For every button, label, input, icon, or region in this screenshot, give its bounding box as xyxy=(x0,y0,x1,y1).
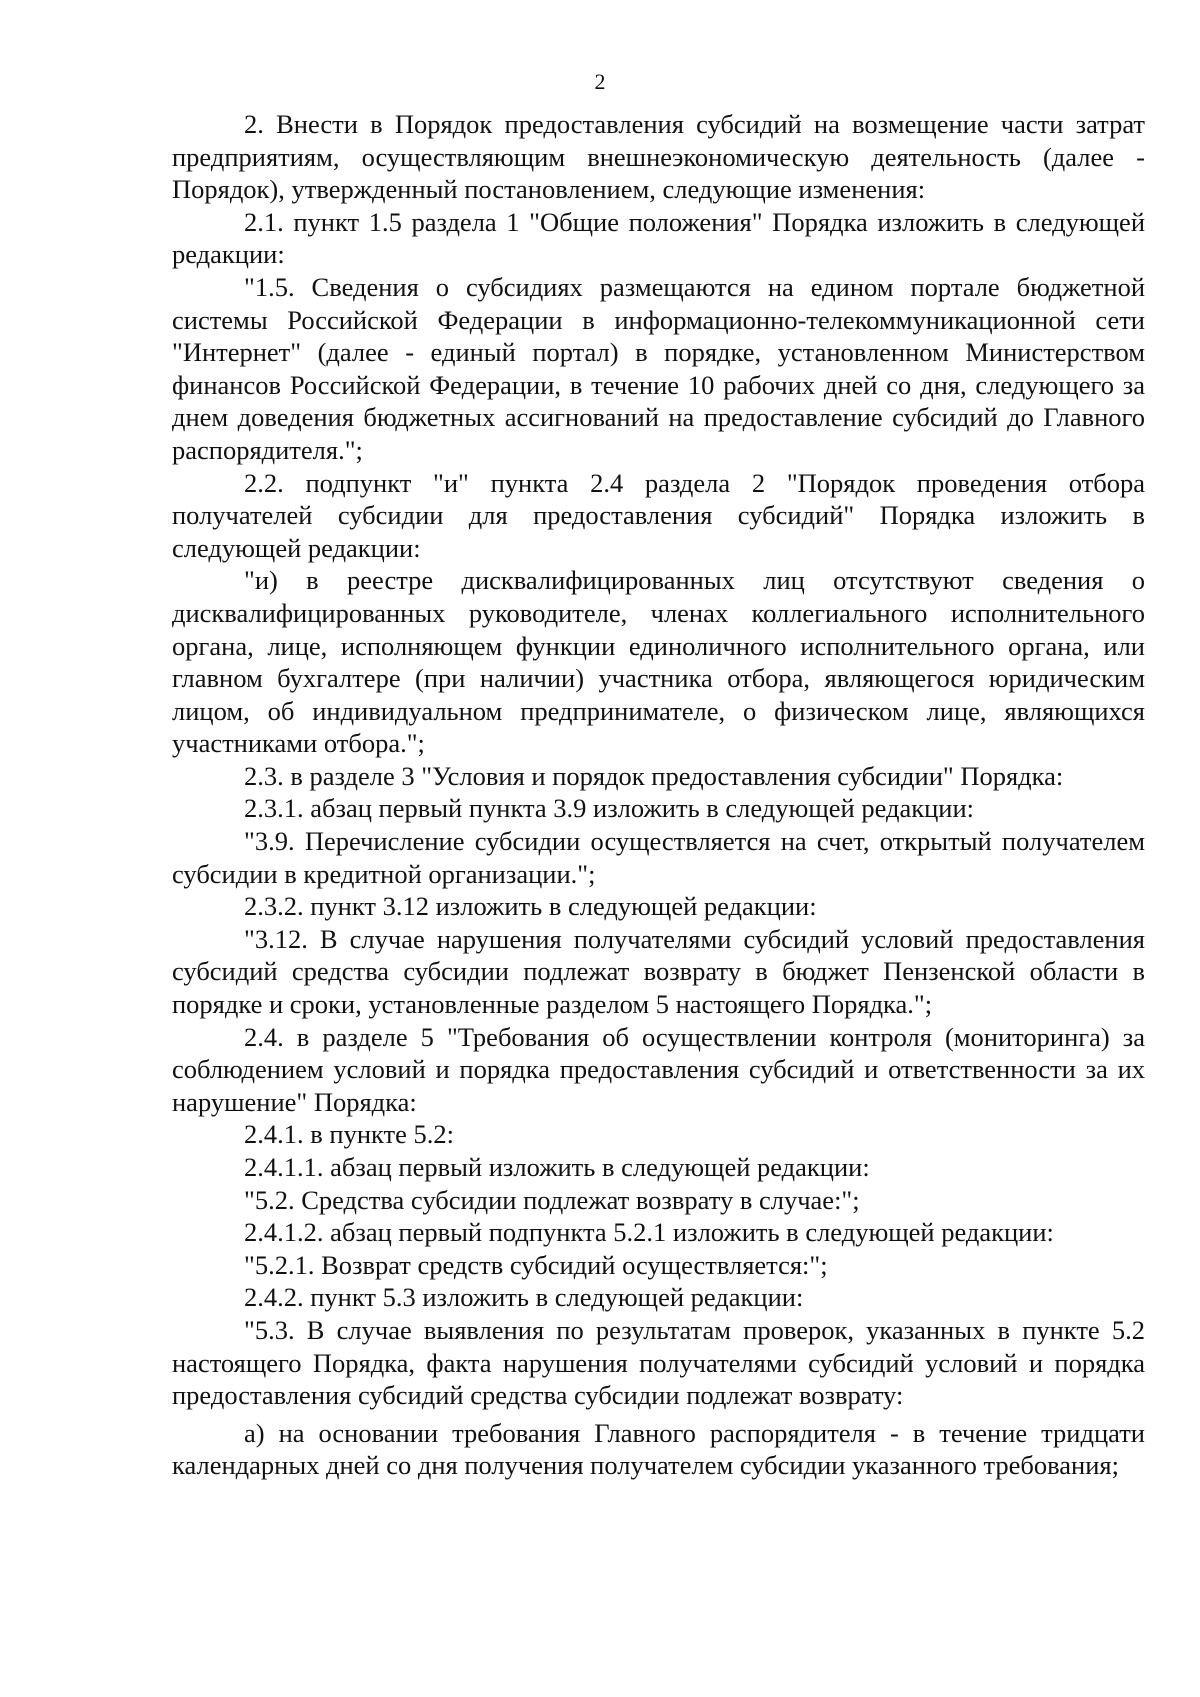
paragraph-quote-1-5: "1.5. Сведения о субсидиях размещаются на едином портале бюджетной системы Российской Федерации в информационно-телекоммуникационной сети "Интернет" (далее - единый портал) в порядке, установленном Министерством финансов Российской Федерации, в течение 10 рабочих дней со дня, следующего за днем доведения бюджетных ассигнований на предоставление субсидий до Главного распорядителя."; xyxy=(172,271,1145,465)
paragraph-quote-3-12: "3.12. В случае нарушения получателями субсидий условий предоставления субсидий средства субсидии подлежат возврату в бюджет Пензенской области в порядке и сроки, установленные разделом 5 настоящего Порядка."; xyxy=(172,923,1145,1020)
page-number: 2 xyxy=(594,69,606,94)
paragraph-2: 2. Внести в Порядок предоставления субсидий на возмещение части затрат предприятиям, осуществляющим внешнеэкономическую деятельность (далее - Порядок), утвержденный постановлением, следующие изменения: xyxy=(172,109,1145,205)
paragraph-2-3: 2.3. в разделе 3 "Условия и порядок предоставления субсидии" Порядка: xyxy=(244,760,1064,791)
paragraph-item-a: а) на основании требования Главного распорядителя - в течение тридцати календарных дней со дня получения получателем субсидии указанного требования; xyxy=(172,1417,1145,1481)
paragraph-2-3-2: 2.3.2. пункт 3.12 изложить в следующей редакции: xyxy=(244,891,817,922)
paragraph-2-4-1: 2.4.1. в пункте 5.2: xyxy=(244,1119,454,1150)
paragraph-quote-5-3: "5.3. В случае выявления по результатам проверок, указанных в пункте 5.2 настоящего Порядка, факта нарушения получателями субсидий условий и порядка предоставления субсидий средства субсидии подлежат возврату: xyxy=(172,1314,1145,1411)
paragraph-quote-3-9: "3.9. Перечисление субсидии осуществляется на счет, открытый получателем субсидии в кредитной организации."; xyxy=(172,826,1145,889)
paragraph-2-1: 2.1. пункт 1.5 раздела 1 "Общие положения" Порядка изложить в следующей редакции: xyxy=(172,206,1145,270)
paragraph-2-2: 2.2. подпункт "и" пункта 2.4 раздела 2 "Порядок проведения отбора получателей субсидии для предоставления субсидий" Порядка изложить в следующей редакции: xyxy=(172,467,1145,563)
paragraph-2-4-2: 2.4.2. пункт 5.3 изложить в следующей редакции: xyxy=(244,1282,804,1313)
paragraph-2-3-1: 2.3.1. абзац первый пункта 3.9 изложить в следующей редакции: xyxy=(244,793,975,824)
paragraph-quote-5-2-1: "5.2.1. Возврат средств субсидий осуществляется:"; xyxy=(244,1249,828,1280)
paragraph-2-4-1-2: 2.4.1.2. абзац первый подпункта 5.2.1 изложить в следующей редакции: xyxy=(244,1217,1054,1248)
paragraph-2-4: 2.4. в разделе 5 "Требования об осуществлении контроля (мониторинга) за соблюдением условий и порядка предоставления субсидий и ответственности за их нарушение" Порядка: xyxy=(172,1021,1145,1117)
paragraph-quote-5-2: "5.2. Средства субсидии подлежат возврату в случае:"; xyxy=(244,1184,860,1215)
document-body xyxy=(172,108,1145,1482)
paragraph-2-4-1-1: 2.4.1.1. абзац первый изложить в следующей редакции: xyxy=(244,1152,870,1182)
paragraph-quote-i: "и) в реестре дисквалифицированных лиц отсутствуют сведения о дисквалифицированных руководителе, членах коллегиального исполнительного органа, лице, исполняющем функции единоличного исполнительного органа, или главном бухгалтере (при наличии) участника отбора, являющегося юридическим лицом, об индивидуальном предпринимателе, о физическом лице, являющихся участниками отбора."; xyxy=(172,565,1145,759)
